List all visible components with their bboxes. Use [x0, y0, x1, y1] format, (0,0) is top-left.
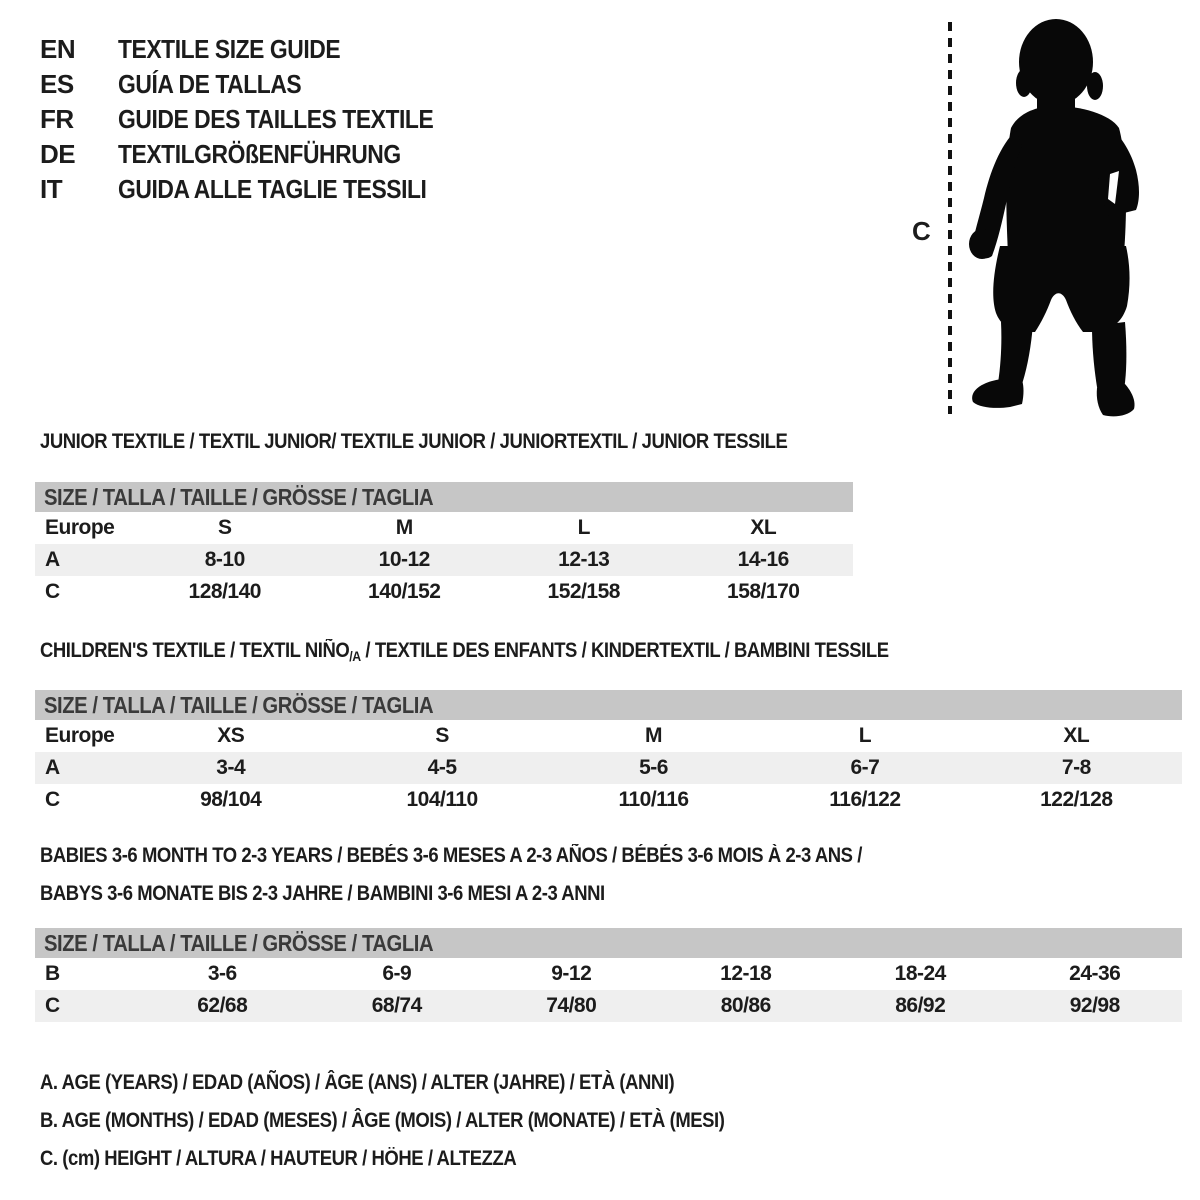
size-header-label: SIZE / TALLA / TAILLE / GRÖSSE / TAGLIA — [44, 691, 434, 718]
table-cell: 3-4 — [216, 756, 246, 779]
table-cell: 110/116 — [618, 788, 689, 811]
guide-title-es: GUÍA DE TALLAS — [118, 69, 302, 99]
row-label: C — [45, 580, 60, 603]
table-row-age-months — [35, 958, 1182, 990]
table-cell: 62/68 — [197, 994, 248, 1017]
table-cell: 68/74 — [371, 994, 422, 1017]
row-label: C — [45, 994, 60, 1017]
footnote-c-text: C. (cm) HEIGHT / ALTURA / HAUTEUR / HÖHE / ALTEZZA — [40, 1147, 517, 1170]
table-cell: 92/98 — [1069, 994, 1120, 1017]
language-code: FR — [40, 104, 74, 134]
language-row-es — [40, 67, 476, 102]
language-row-it — [40, 172, 476, 207]
table-row-height — [35, 990, 1182, 1022]
footnote-b — [40, 1109, 818, 1147]
toddler-silhouette — [969, 19, 1139, 416]
table-header-row — [35, 720, 1182, 752]
guide-title-fr: GUIDE DES TAILLES TEXTILE — [118, 104, 434, 134]
table-cell: 74/80 — [546, 994, 597, 1017]
table-row-height — [35, 784, 1182, 816]
table-cell: 14-16 — [737, 548, 789, 571]
table-cell: 9-12 — [551, 962, 592, 985]
junior-section-title: JUNIOR TEXTILE / TEXTIL JUNIOR/ TEXTILE JUNIOR / JUNIORTEXTIL / JUNIOR TESSILE — [40, 430, 788, 453]
table-cell: 3-6 — [207, 962, 237, 985]
footnote-c — [40, 1147, 818, 1185]
size-header-bar — [35, 482, 853, 512]
language-list — [40, 32, 476, 207]
table-cell: 18-24 — [894, 962, 946, 985]
col-header-s: S — [217, 516, 232, 539]
size-header-label: SIZE / TALLA / TAILLE / GRÖSSE / TAGLIA — [44, 483, 434, 510]
table-cell: 6-9 — [382, 962, 412, 985]
size-header-label: SIZE / TALLA / TAILLE / GRÖSSE / TAGLIA — [44, 929, 434, 956]
children-title-subscript: /A — [349, 648, 361, 664]
children-title-part2: / TEXTILE DES ENFANTS / KINDERTEXTIL / BAMBINI TESSILE — [360, 639, 889, 662]
footnote-a-text: A. AGE (YEARS) / EDAD (AÑOS) / ÂGE (ANS) / ALTER (JAHRE) / ETÀ (ANNI) — [40, 1071, 675, 1094]
size-header-bar — [35, 690, 1182, 720]
table-cell: 116/122 — [829, 788, 901, 811]
junior-size-table — [35, 482, 853, 608]
footnote-a — [40, 1071, 818, 1109]
col-header-xl: XL — [750, 516, 777, 539]
table-cell: 12-13 — [558, 548, 610, 571]
footnote-b-text: B. AGE (MONTHS) / EDAD (MESES) / ÂGE (MOIS) / ALTER (MONATE) / ETÀ (MESI) — [40, 1109, 725, 1132]
table-cell: 8-10 — [204, 548, 245, 571]
table-cell: 122/128 — [1040, 788, 1113, 811]
table-cell: 7-8 — [1061, 756, 1091, 779]
table-cell: 128/140 — [188, 580, 261, 603]
children-title-text — [40, 639, 889, 668]
language-row-fr — [40, 102, 476, 137]
language-code: IT — [40, 174, 63, 204]
col-header-xs: XS — [217, 724, 245, 747]
table-cell: 24-36 — [1069, 962, 1121, 985]
table-cell: 140/152 — [368, 580, 441, 603]
language-code: DE — [40, 139, 76, 169]
col-header-m: M — [645, 724, 663, 747]
language-row-en — [40, 32, 476, 67]
language-code: ES — [40, 69, 74, 99]
col-header-m: M — [395, 516, 413, 539]
table-cell: 158/170 — [727, 580, 800, 603]
col-header-s: S — [435, 724, 449, 747]
babies-section-title-line1: BABIES 3-6 MONTH TO 2-3 YEARS / BEBÉS 3-6 MESES A 2-3 AÑOS / BÉBÉS 3-6 MOIS À 2-3 ANS / — [40, 844, 862, 867]
language-code: EN — [40, 34, 76, 64]
table-cell: 4-5 — [427, 756, 457, 779]
size-header-bar — [35, 928, 1182, 958]
babies-section-title-line2: BABYS 3-6 MONATE BIS 2-3 JAHRE / BAMBINI 3-6 MESI A 2-3 ANNI — [40, 882, 605, 905]
col-header-xl: XL — [1063, 724, 1090, 747]
row-label: B — [45, 962, 60, 985]
table-cell: 5-6 — [639, 756, 668, 779]
children-size-table — [35, 690, 1182, 816]
height-measure-label: C — [912, 216, 931, 246]
table-cell: 86/92 — [895, 994, 946, 1017]
toddler-silhouette-figure — [940, 14, 1150, 424]
table-cell: 6-7 — [850, 756, 880, 779]
guide-title-de: TEXTILGRÖßENFÜHRUNG — [118, 139, 401, 169]
table-row-age — [35, 752, 1182, 784]
table-cell: 98/104 — [200, 788, 262, 811]
row-label: A — [45, 756, 60, 779]
table-row-height — [35, 576, 853, 608]
region-header: Europe — [45, 516, 115, 539]
row-label: A — [45, 548, 60, 571]
table-cell: 12-18 — [720, 962, 772, 985]
table-cell: 152/158 — [547, 580, 620, 603]
language-row-de — [40, 137, 476, 172]
row-label: C — [45, 788, 60, 811]
col-header-l: L — [858, 724, 872, 747]
babies-size-table — [35, 928, 1182, 1022]
table-row-age — [35, 544, 853, 576]
children-section-title — [40, 639, 1004, 668]
table-cell: 104/110 — [406, 788, 478, 811]
table-header-row — [35, 512, 853, 544]
region-header: Europe — [45, 724, 115, 747]
children-title-part1: CHILDREN'S TEXTILE / TEXTIL NIÑO — [40, 639, 350, 662]
guide-title-en: TEXTILE SIZE GUIDE — [118, 34, 341, 64]
footnotes — [40, 1071, 818, 1185]
table-cell: 80/86 — [720, 994, 771, 1017]
guide-title-it: GUIDA ALLE TAGLIE TESSILI — [118, 174, 427, 204]
col-header-l: L — [577, 516, 590, 539]
table-cell: 10-12 — [378, 548, 430, 571]
